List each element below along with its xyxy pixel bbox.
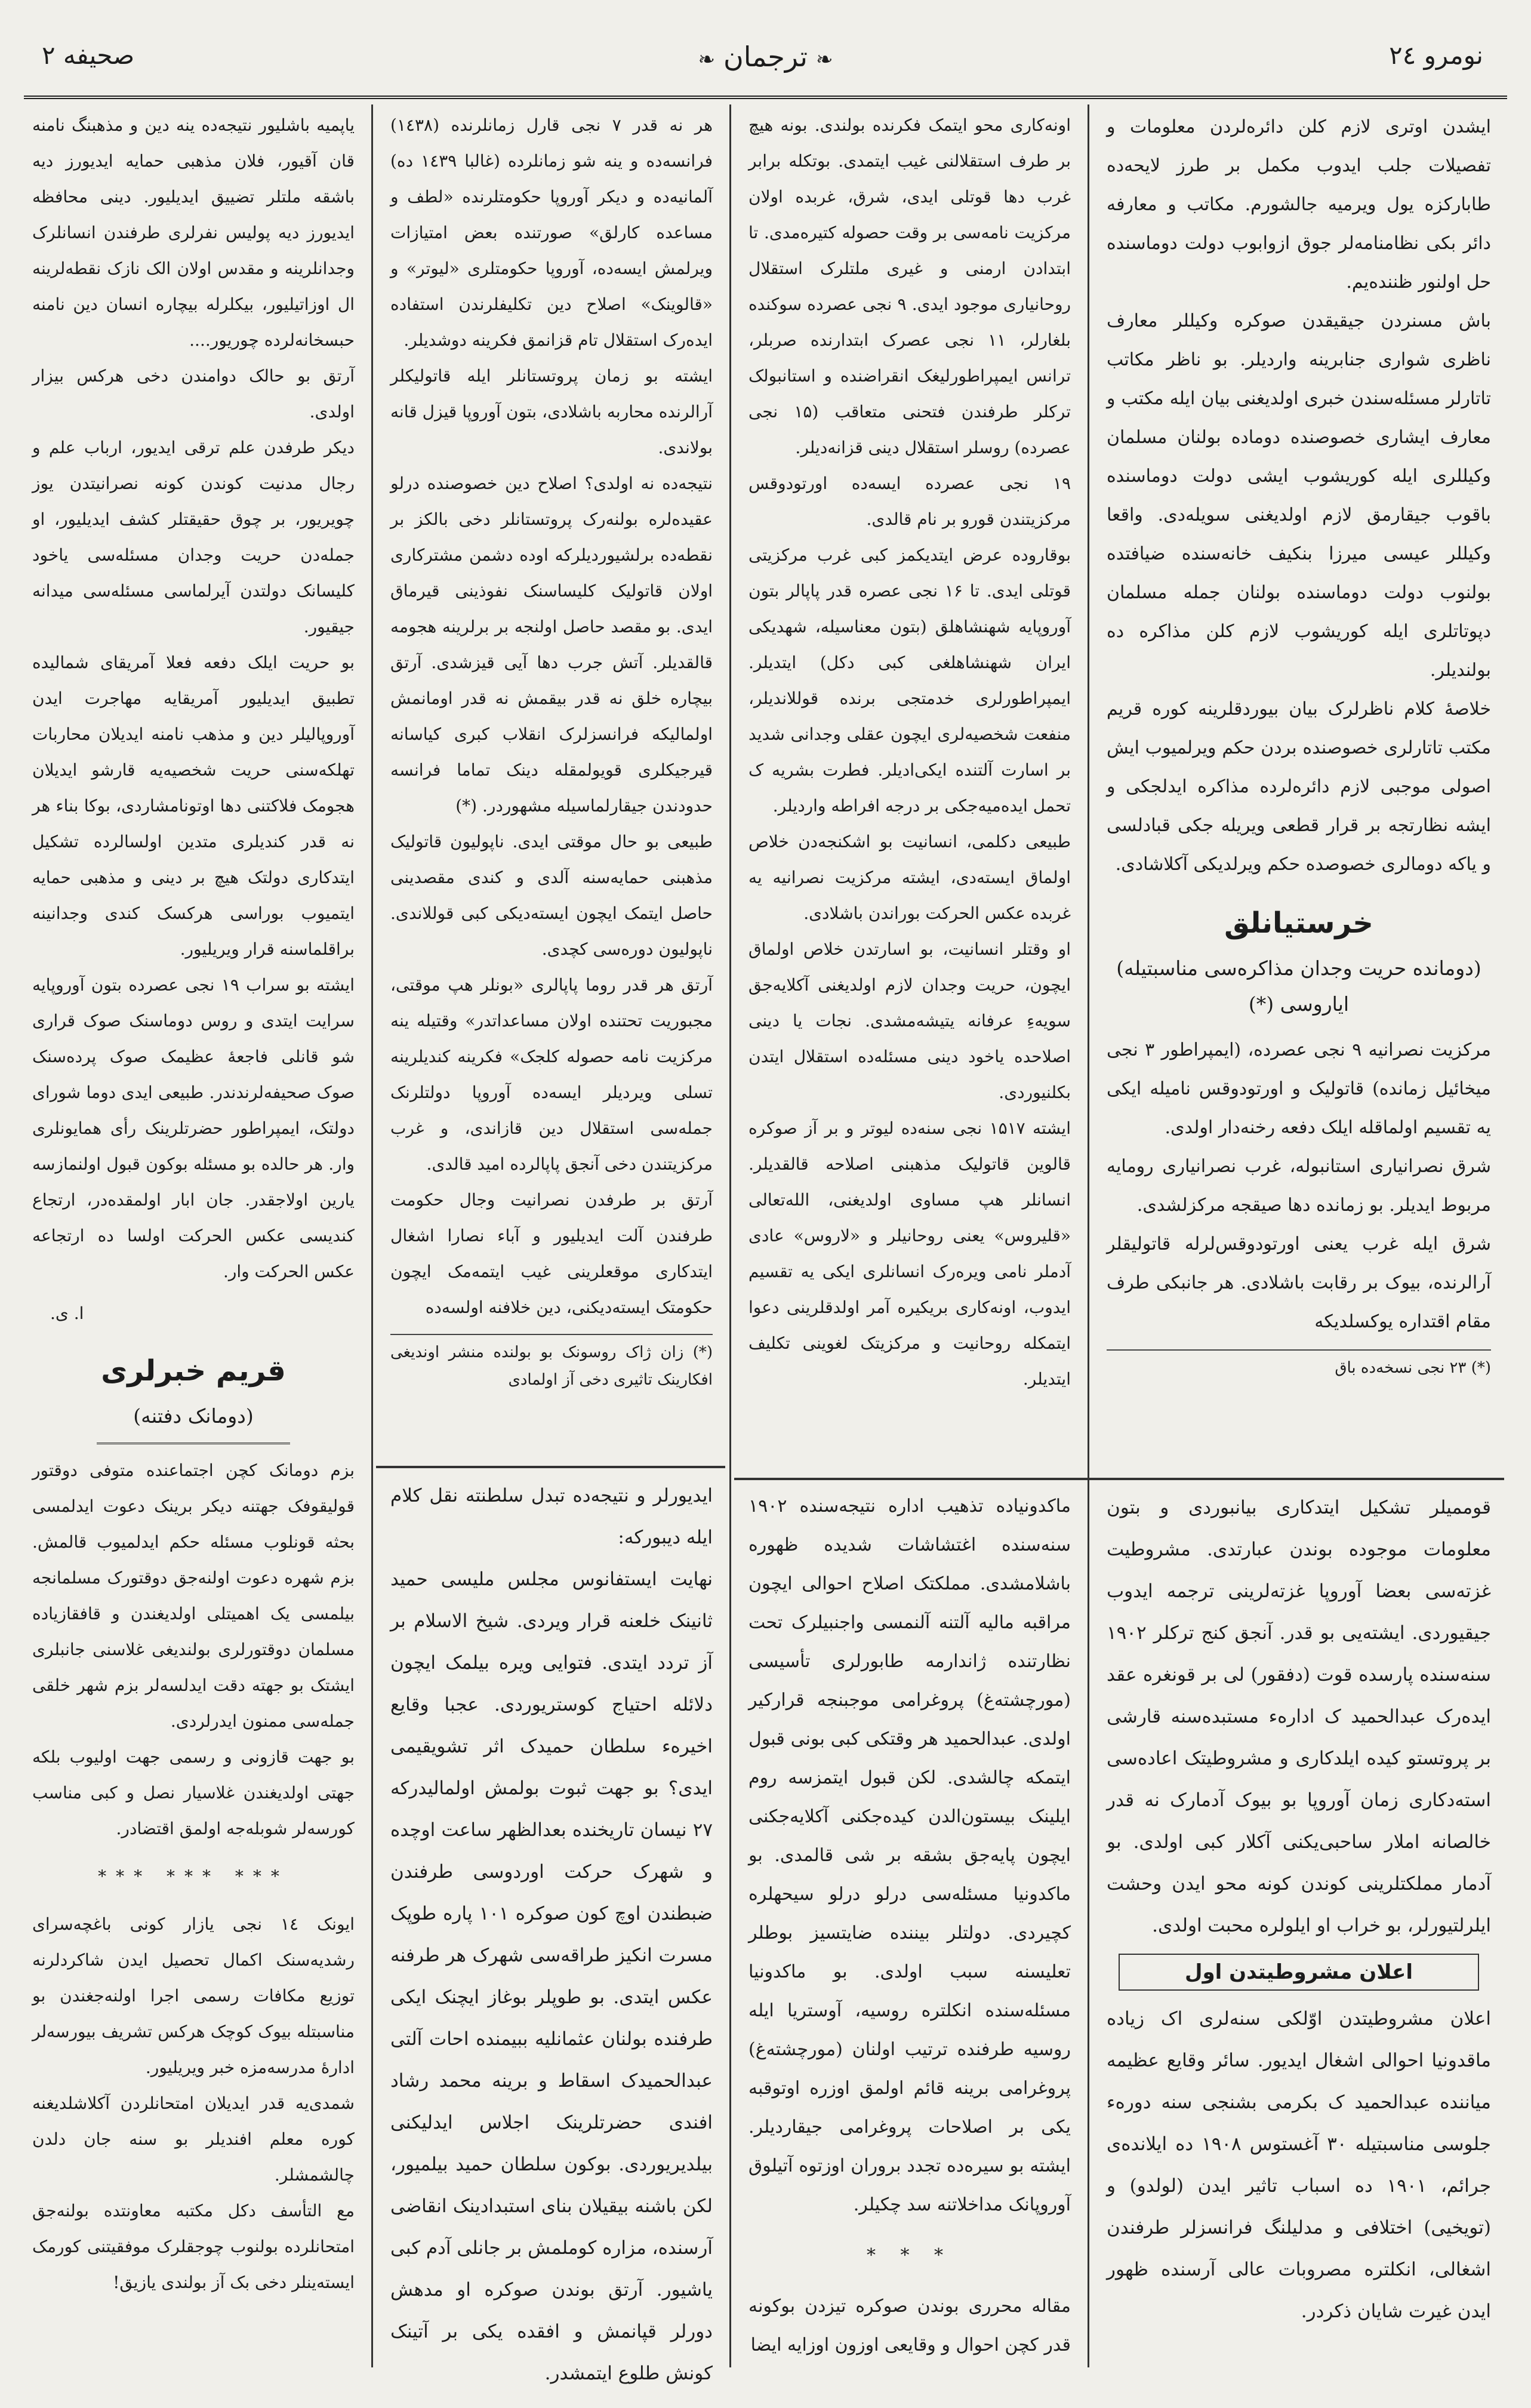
column-3 xyxy=(374,107,729,1463)
column-rule xyxy=(729,104,731,2367)
article-heading: قریم خبرلری xyxy=(101,1354,286,1388)
paragraph: هر نه قدر ۷ نجی قارل زمانلرنده (۱٤۳۸) فرانسه‌ده و ینه شو زمانلرده (غالبا ۱٤۳۹ ده) آلمانیه‌ده و دیکر آوروپا حکومتلرنده «لطف و مساعده کارلق» صورتنده بعض امتیازات ویرلمش ایسه‌ده، آوروپا حکومتلری «لیوتر» و «قالوینک» اصلاح دین تکلیفلرندن استفاده ایده‌رک استقلال تام قزانمق فکرینه دوشدیلر. xyxy=(390,115,713,350)
paragraph: یاپمیه باشلیور نتیجه‌ده ینه دین و مذهبنگ نامنه قان آقیور، فلان مذهبی حمایه ایدیورز دیه باشقه ملتلر تضییق ایدیلیور. دینی محافظه ایدیورز دیه پولیس نفرلری طرفندن انسانلرک وجدانلرینه و مقدس اولان الک نازک نقطه‌لرینه ال اوزاتیلیور، بیکلرله بیچاره انسان دین نامنه حبسخانه‌لرده چوریور.... xyxy=(32,115,355,350)
article-heading: خرستیانلق xyxy=(1224,906,1373,940)
article-subheading: (دومانک دفتنه) xyxy=(133,1404,254,1428)
paragraph: باش مسنردن جیقیقدن صوکره وکیللر معارف ناظری شواری جنابرینه واردیلر. بو ناظر مکاتب تاتارلر مسئله‌سندن خبری اولدیغنی بیان ایله مکتب و معارف ایشاری خصوصنده دوماده بولنان مسلمان وکیللری ایله کوریشوب ایشی دولت دوماسنده باقوب جیقارمق لازم اولدیغنی سویله‌دی. واقعا وکیللر عیسی میرزا بنکیف خانه‌سنده ضیافتده بولنوب دولت دوماسنده بولنان جمله مسلمان دپوتاتلری ایله کوریشوب لازم کلن مذاکره ده بولندیلر. xyxy=(1107,310,1491,681)
paragraph: قوممیلر تشکیل ایتدکاری بیانبوردی و بتون معلومات موجوده بوندن عبارتدی. مشروطیت غزته‌سی بعضا آوروپا غزته‌لرینی ترجمه ایدوب جیقیوردی. ایشته‌یی بو قدر. آنجق کنج ترکلر ۱۹۰۲ سنه‌سنده پارسده قوت (دفقور) لی بر قونغره عقد ایده‌رک عبدالحمید ک اداره‌ء مستبده‌سنه قارشی بر پروتستو کیده ایلدکاری و مشروطیتک اعاده‌سی استه‌دکاری زمان آوروپا بو بیوک آدمارک نه قدر خالصانه املار ساحبی‌یکنی آکلار کبی اولدی. بو آدمار مملکتلرینی کوندن کونه محو ایدن وحشت ایلرلتیورلر، بو خراب او ایلولره محبت اولدی. xyxy=(1107,1497,1491,1936)
paragraph: ایونک ۱٤ نجی یازار کونی باغچه‌سرای رشدیه‌سنک اکمال تحصیل ایدن شاکردلرنه توزیع مکافات رسمی اجرا اولنه‌جغندن بو مناسبتله بیوک کوچک هرکس تشریف بیورسه‌لر ادارهٔ مدرسه‌مزه خبر ویریلیور. xyxy=(32,1914,355,2077)
column-1-lower xyxy=(1090,1487,1508,2394)
paragraph: ایشته بو سراب ۱۹ نجی عصرده بتون آوروپایه سرایت ایتدی و روس دوماسنک صوک قراری شو قانلی فاجعهٔ عظیمک صوک پرده‌سنک صوک صحیفه‌لرندندر. طبیعی ایدی دوما شورای دولتک، ایمپراطور حضرتلرینک رأی همایونلری وار. هر حالده بو مسئله بوکون قبول اولنمازسه یارین اولاجقدر. جان ابار اولمقده‌در، ارتجاع کندیسی عکس الحرکت اولسا ده ارتجاعه عکس الحرکت وار. xyxy=(32,975,355,1281)
newspaper-title: ❧ ترجمان ❧ xyxy=(689,41,841,73)
section-divider: * * * xyxy=(866,2245,953,2266)
paragraph: بوقاروده عرض ایتدیکمز کبی غرب مرکزیتی قوتلی ایدی. تا ۱۶ نجی عصره قدر پاپالر بتون آوروپایه شهنشاهلق (بتون معناسیله، شهدیکی ایران شهنشاهلغی کبی دکل) ایتدیلر. ایمپراطورلری خدمتجی برنده قوللاندیلر، منفعت شخصیه‌لری ایچون عقلی وجدانی شدید بر اسارت آلتنده ایکی‌ادیلر. فطرت بشریه ک تحمل ایده‌میه‌جکی بر درجه افراطه واردیلر. xyxy=(748,545,1071,816)
divider xyxy=(97,1443,290,1444)
paragraph: آرتق هر قدر روما پاپالری «بونلر هپ موقتی، مجبوریت تحتنده اولان مساعداتدر» وقتیله ینه مرکزیت نامه حصوله کلجک» فکرینه کندیلرینه تسلی ویردیلر ایسه‌ده آوروپا دولتلرنک جمله‌سی استقلال دین قازاندی، و غرب مرکزیتندن دخی آنجق پاپالرده امید قالدی. xyxy=(390,975,713,1174)
paragraph: شرق نصرانیاری استانبوله، غرب نصرانیاری رومایه مربوط ایدیلر. بو زمانده دها صیقجه مرکزلشدی. xyxy=(1107,1156,1491,1216)
paragraph: آرتق بر طرفدن نصرانیت وجال حکومت طرفندن آلت ایدیلیور و آباء نصارا اشغال ایتدکاری موقعلرینی غیب ایتمه‌مک ایچون حکومتک ایسته‌دیکنی، دین خلافنه اولسه‌ده xyxy=(390,1190,713,1317)
paragraph: بزم دومانک کچن اجتماعنده متوفی دوقتور قولیقوفک جهتنه دیکر برینک دعوت ایدلمسی بحثه قونلوب مسئله حکم ایدلمیوب قالمش. بزم شهره دعوت اولنه‌جق دوقتورک مسلمانجه بیلمسی یک اهمیتلی اولدیغندن و قافقازیاده مسلمان دوقتورلری بولندیغی غلاسنی جانبلری ایشتک بو جهته دقت ایدلسه‌لر بزم شهر خلقی جمله‌سی ممنون ایدرلردی. xyxy=(32,1460,355,1731)
paragraph: آرتق بو حالک دوامندن دخی هرکس بیزار اولدی. xyxy=(32,366,355,422)
article-subheading: (دومانده حریت وجدان مذاکره‌سی مناسبتیله) ایاروسی (*) xyxy=(1116,957,1481,1016)
column-1 xyxy=(1090,107,1508,1475)
paragraph: بو حریت ایلک دفعه فعلا آمریقای شمالیده تطبیق ایدیلیور آمریقایه مهاجرت ایدن آوروپالیلر دین و مذهب نامنه ایدیلان محاربات تهلکه‌سنی حریت شخصیه‌یه قارشو ایدیلان هجومک فلاکتنی دها اوتونامشاردی، بوکا بناء هر نه قدر کندیلری متدین اولسالرده تشکیل ایتدکاری دولتک هیچ بر دینی و مذهبی حمایه ایتمیوب بوراسی هرکسک کندی وجدانینه براقلماسنه قرار ویریلیور. xyxy=(32,653,355,959)
paragraph: شرق ایله غرب یعنی اورتودوقس‌لرله قاتولیقلر آرالرنده، بیوک بر رقابت باشلادی. هر جانبکی طرف مقام اقتداره یوکسلدیکه xyxy=(1107,1234,1491,1332)
column-rule xyxy=(371,104,373,2367)
section-rule xyxy=(376,1466,725,1468)
column-2-lower xyxy=(732,1487,1088,2394)
masthead xyxy=(24,24,1507,99)
paragraph: اونه‌کاری محو ایتمک فکرنده بولندی. بونه هیچ بر طرف استقلالنی غیب ایتمدی. بوتکله برابر غرب دها قوتلی ایدی، شرق، غربده اولان مرکزیت نامه‌سی بر وقت حصوله کتیره‌مدی. تا ابتدادن ارمنی و غیری ملتلرک استقلال روحانیاری موجود ایدی. ۹ نجی عصرده سوکنده بلغارلر، ۱۱ نجی عصرک ابتدارنده صربلر، ترانس ایمپراطورلیغک انقراضنده و استانبولک ترکلر طرفندن فتحنی متعاقب (۱۵ نجی عصرده) روسلر استقلال دینی قزانه‌دیلر. xyxy=(748,115,1071,457)
paragraph: طبیعی دکلمی، انسانیت بو اشکنجه‌دن خلاص اولماق ایسته‌دی، ایشته مرکزیت نصرانیه یه غربده عکس الحرکت بوراندن باشلادی. xyxy=(748,832,1071,923)
paragraph: ماکدونیاده تذهیب اداره نتیجه‌سنده ۱۹۰۲ سنه‌سنده اغتشاشات شدیده ظهوره باشلامشدی. مملکتک اصلاح احوالی ایچون مراقبه مالیه آلتنه آلنمسی واجنبیلرک تحت نظارتنده ژاندارمه طابورلری تأسیسی (مورچشته‌غ) پروغرامی موجبنجه قرارکیر اولدی. عبدالحمید هر وقتکی کبی بونی قبول ایتمکه چالشدی. لکن قبول ایتمزسه روم ایلینک بیستون‌الدن کیده‌جکنی آکلایه‌جکنی ایچون پایه‌جق بشقه بر شی قالمدی. بو ماکدونیا مسئله‌سی درلو درلو سیحهلره کچیردی. دولتلر بیننده ضایتسیز بوطلر تعلیسنه سبب اولدی. بو ماکدونیا مسئله‌سنده انکلتره روسیه، آوستریا ایله روسیه طرفنده ترتیب اولنان (مورچشته‌غ) پروغرامی برینه قائم اولمق اوزره اوتوقبه یکی بر اصلاحات پروغرامی جیقاردیلر. ایشته بو سیره‌ده تجدد بروران اوزتوه آتیلوق آوروپانک مداخلاتنه سد چکیلر. xyxy=(748,1496,1071,2215)
column-3-lower xyxy=(374,1475,729,2394)
paragraph: مع التأسف دکل مکتبه معاونتده بولنه‌جق امتحانلرده بولنوب چوجقلرک موفقیتنی کورمک ایسته‌ینلر دخی بک آز بولندی یازیق! xyxy=(32,2201,355,2292)
paragraph: نتیجه‌ده نه اولدی؟ اصلاح دین خصوصنده درلو عقیده‌لره بولنه‌رک پروتستانلر دخی بالکز بر نقطه‌ده برلشیوردیلرکه اوده دشمن مشترکاری اولان قاتولیک کلیساسنک نفوذینی قیرماق ایدی. بو مقصد حاصل اولنجه بر برلرینه هجومه قالقدیلر. آتش جرب دها آیی قیزشدی. آرتق بیچاره خلق نه قدر بیقمش نه قدر اومانمش اولمالیکه فرانسزلرک انقلاب کبری کیاسانه قیرجیکلری قویولمقله دینک تماما فرانسه حدودندن جیقارلماسیله مشهوردر. (*) xyxy=(390,473,713,816)
paragraph: شمدی‌یه قدر ایدیلان امتحانلردن آکلاشلدیغنه کوره معلم افندیلر بو سنه جان دلدن چالشمشلر. xyxy=(32,2093,355,2185)
paragraph: دیکر طرفدن علم ترقی ایدیور، ارباب علم و رجال مدنیت کوندن کونه نصرانیتدن یوز چویریور، بر چوق حقیقتلر کشف ایدیلیور، او جمله‌دن حریت وجدان مسئله‌سی یاخود کلیسانک دولتدن آیرلماسی مسئله‌سی میدانه جیقیور. xyxy=(32,438,355,636)
column-4 xyxy=(16,107,371,2394)
author-initials: ا. ی. xyxy=(50,1303,84,1323)
paragraph: ایشته بو زمان پروتستانلر ایله قاتولیکلر آرالرنده محاربه باشلادی، بتون آوروپا قیزل قانه بولاندی. xyxy=(390,366,713,457)
section-heading: اعلان مشروطیتدن اول xyxy=(1119,1954,1479,1991)
paragraph: اعلان مشروطیتدن اوّلکی سنه‌لری اک زیاده ماقدونیا احوالی اشغال ایدیور. سائر وقایع عظیمه میاننده عبدالحمید ک بکرمی بشنجی سنه دوره‌ء جلوسی مناسبتیله ۳۰ آغستوس ۱۹۰۸ ده ایلانده‌ی جرائم، ۱۹۰۱ ده اسباب تاثیر ایدن (لولدو) و (تویخیی) اختلافی و مدلیلنگ فرانسزلر طرفندن اشغالی، انکلتره مصروبات عالی آرسنده ظهور ایدن غیرت شایان ذکردر. xyxy=(1107,2008,1491,2322)
footnote: (*) زان ژاک روسونک بو بولنده منشر اوندیغی افکارینک تاثیری دخی آز اولمادی xyxy=(390,1334,713,1394)
paragraph: ایدیورلر و نتیجه‌ده تبدل سلطنته نقل کلام ایله دیبورکه: xyxy=(390,1485,713,1548)
issue-number: نومرو ۲٤ xyxy=(1389,41,1483,70)
paragraph: ۱۹ نجی عصرده ایسه‌ده اورتودوقس مرکزیتندن قورو بر نام قالدی. xyxy=(748,473,1071,529)
column-2 xyxy=(732,107,1088,1475)
paragraph: ایشدن اوتری لازم کلن دائره‌لردن معلومات و تفصیلات جلب ایدوب مکمل بر طرز لایحه‌ده طابارکزه یول ویرمیه جالشورم. مکاتب و معارفه دائر بکی نظامنامه‌لر جوق ازوابوب دولت دوماسنده حل اولنور ظننده‌یم. xyxy=(1107,116,1491,293)
paragraph: خلاصهٔ کلام ناظرلرک بیان بیوردقلرینه کوره قریم مکتب تاتارلری خصوصنده بردن حکم ویرلمیوب ایش اصولی موجبی لازم دائره‌لرده مذاکره ایدلجکی و ایشه نظارتجه بر قرار قطعی ویریله جکی قبادلسی و یاکه دومالری خصوصده حکم ویرلدیکی آکلاشادی. xyxy=(1107,699,1491,875)
paragraph: طبیعی بو حال موقتی ایدی. ناپولیون قاتولیک مذهبنی حمایه‌سنه آلدی و کندی مقصدینی حاصل ایتمک ایچون ایسته‌دیکی کبی قوللاندی. ناپولیون دوره‌سی کچدی. xyxy=(390,832,713,959)
paragraph: مرکزیت نصرانیه ۹ نجی عصرده، (ایمپراطور ۳ نجی میخائیل زمانده) قاتولیک و اورتودوقس نامیله ایکی یه تقسیم اولماقله ایلک دفعه رخنه‌دار اولدی. xyxy=(1107,1040,1492,1138)
paragraph: نهایت ایستفانوس مجلس ملیسی حمید ثانینک خلعنه قرار ویردی. شیخ الاسلام بر آز تردد ایتدی. فتوایی ویره بیلمک ایچون دلائله احتیاج کوستریوردی. عجبا وقایع اخیره‌ء سلطان حمیدک اثر تشویقیمی ایدی؟ بو جهت ثبوت بولمش اولمالیدرکه ۲۷ نیسان تاریخنده بعدالظهر ساعت اوچده و شهرک حرکت اوردوسی طرفندن ضبطندن اوچ کون صوکره ۱۰۱ پاره طوپک مسرت انکیز طراقه‌سی شهرک هر طرفنه عکس ایتدی. بو طوپلر بوغاز ایچنک ایکی طرفنده بولنان عثمانلیه ببیمنده احات آلتی عبدالحمیدک اسقاط و برینه محمد رشاد افندی حضرتلرینک اجلاس ایدلیکنی بیلدیریوردی. بوکون سلطان حمید بیلمیور، لکن باشنه بیقیلان بنای استبدادینک انقاضی آرسنده، مزاره کوملمش بر جانلی آدم کبی یاشیور. آرتق بوندن صوکره او مدهش دورلر قپانمش و افقده یکی بر آتینک کونش طلوع ایتمشدر. xyxy=(390,1569,713,2384)
paragraph: ایشته ۱۵۱۷ نجی سنه‌ده لیوتر و بر آز صوکره قالوین قاتولیک مذهبنی اصلاحه قالقدیلر. انسانلر هپ مساوی اولدیغنی، الله‌تعالی «قلیروس» یعنی روحانیلر و «لاروس» عادی آدملر نامی ویره‌رک انسانلری ایکی یه تقسیم ایدوب، اونه‌کاری بریکیره آمر اولدقلرینی دعوا ایتمکله روحانیت و مرکزیتک لغوینی تکلیف ایتدیلر. xyxy=(748,1118,1071,1389)
section-divider: *** *** *** xyxy=(98,1866,289,1886)
section-rule xyxy=(734,1478,1504,1480)
footnote: (*) ۲۳ نجی نسخه‌ده باق xyxy=(1107,1349,1491,1382)
column-rule xyxy=(1088,104,1089,2367)
paragraph: بو جهت قازونی و رسمی جهت اولیوب بلکه جهتی اولدیغندن غلاسیار نصل و کبی مناسب کورسه‌لر شوبله‌جه اولمق اقتضادر. xyxy=(32,1747,355,1838)
paragraph: مقاله محرری بوندن صوکره تیزدن بوکونه قدر کچن احوال و وقایعی اوزون اوزایه ایضا xyxy=(748,2296,1071,2355)
page-number: صحیفه ۲ xyxy=(42,41,135,70)
paragraph: او وقتلر انسانیت، بو اسارتدن خلاص اولماق ایچون، حریت وجدان لازم اولدیغنی آکلایه‌جق سویه‌ءِ عرفانه یتیشه‌مشدی. نجات یا دینی اصلاحده یاخود دینی مسئله‌ده استقلال ایتدن بکلنیوردی. xyxy=(748,939,1071,1102)
